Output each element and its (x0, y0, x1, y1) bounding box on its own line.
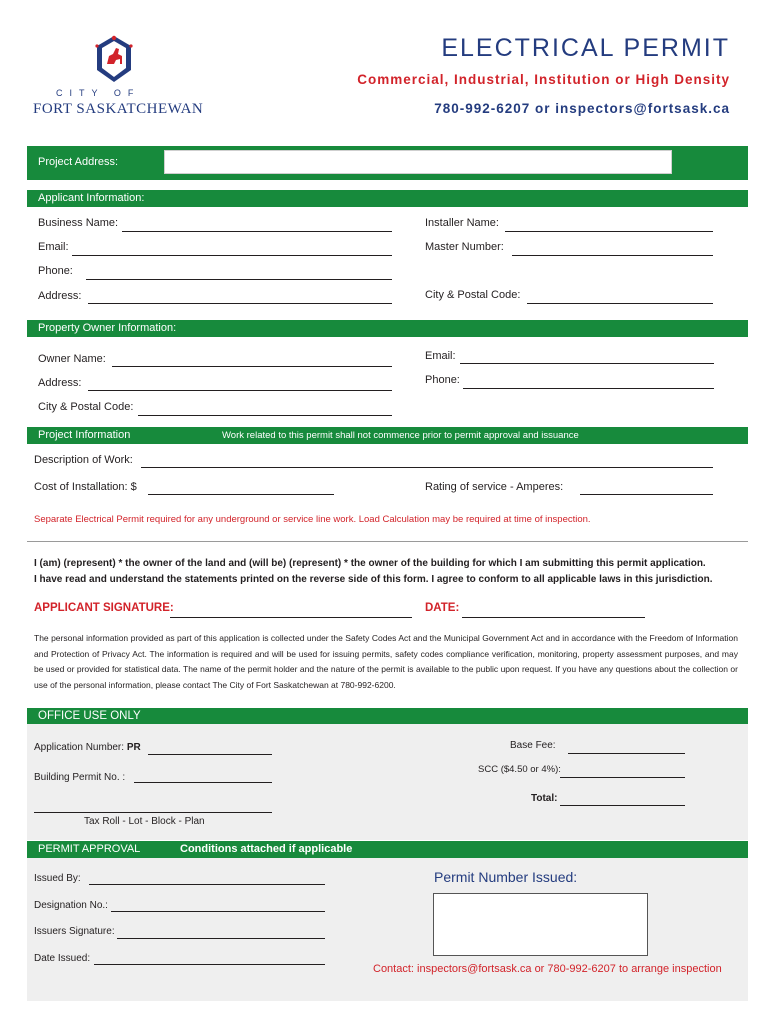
header-contact: 780-992-6207 or inspectors@fortsask.ca (434, 101, 730, 116)
inspection-contact: Contact: inspectors@fortsask.ca or 780-992-6207 to arrange inspection (373, 963, 722, 975)
applicant-info-heading: Applicant Information: (38, 192, 145, 204)
owner-phone-field[interactable] (463, 388, 714, 389)
owner-name-field[interactable] (112, 366, 392, 367)
applicant-address-field[interactable] (88, 303, 392, 304)
crest-icon (94, 34, 134, 84)
tax-roll-field[interactable] (34, 812, 272, 813)
owner-email-label: Email: (425, 350, 456, 362)
building-permit-label: Building Permit No. : (34, 772, 126, 783)
description-field[interactable] (141, 467, 713, 468)
applicant-address-label: Address: (38, 290, 82, 302)
owner-address-label: Address: (38, 377, 82, 389)
application-number-prefix: PR (126, 742, 141, 753)
owner-info-heading: Property Owner Information: (38, 322, 177, 334)
application-number-label (34, 742, 141, 753)
date-issued-label: Date Issued: (34, 953, 91, 964)
applicant-city-label: City & Postal Code: (425, 289, 521, 301)
applicant-city-field[interactable] (527, 303, 713, 304)
owner-name-label: Owner Name: (38, 353, 106, 365)
total-field[interactable] (560, 805, 685, 806)
installer-name-field[interactable] (505, 231, 713, 232)
application-number-field[interactable] (148, 754, 272, 755)
logo-city-name: FORT SASKATCHEWAN (33, 101, 204, 117)
project-info-heading: Project Information (38, 429, 131, 441)
declaration-line-2: I have read and understand the statements printed on the reverse side of this form. I agree to conform to all applicable laws in this jurisdiction. (34, 574, 713, 585)
permit-approval-heading: PERMIT APPROVAL (38, 843, 141, 855)
page-title: ELECTRICAL PERMIT (441, 34, 730, 62)
owner-city-field[interactable] (138, 415, 392, 416)
applicant-phone-field[interactable] (86, 279, 392, 280)
date-field[interactable] (462, 617, 645, 618)
project-address-input[interactable] (164, 150, 672, 174)
owner-address-field[interactable] (88, 390, 392, 391)
issued-by-label: Issued By: (34, 873, 81, 884)
rating-label: Rating of service - Amperes: (425, 481, 564, 493)
cost-label: Cost of Installation: $ (34, 481, 137, 493)
issued-by-field[interactable] (89, 884, 325, 885)
master-number-field[interactable] (512, 255, 713, 256)
base-fee-field[interactable] (568, 753, 685, 754)
business-name-field[interactable] (122, 231, 392, 232)
separate-permit-notice: Separate Electrical Permit required for any underground or service line work. Load Calculation may be required at time of inspection. (34, 514, 591, 525)
page-subtitle: Commercial, Industrial, Institution or High Density (357, 72, 730, 87)
applicant-signature-field[interactable] (170, 617, 412, 618)
issuers-signature-label: Issuers Signature: (34, 926, 115, 937)
project-info-header (27, 427, 748, 444)
owner-email-field[interactable] (460, 363, 714, 364)
rating-field[interactable] (580, 494, 713, 495)
project-address-label: Project Address: (38, 156, 119, 168)
permit-number-box[interactable] (433, 893, 648, 956)
privacy-statement: The personal information provided as part of this application is collected under the Safety Codes Act and the Municipal Government Act and in accordance with the Freedom of Information and Protection of Privacy Act. The information is required and will be used for issuing permits, safety codes compliance verification, monitoring, property assessment purposes, and may be used or provided for statistical data. The name of the permit holder and the nature of the permit is available to the public upon request. If you have any questions about the collection or use of the personal information, please contact The City of Fort Saskatchewan at 780-992-6200. (34, 633, 738, 690)
designation-label: Designation No.: (34, 900, 108, 911)
date-label: DATE: (425, 602, 460, 614)
installer-name-label: Installer Name: (425, 217, 499, 229)
applicant-signature-label: APPLICANT SIGNATURE: (34, 602, 174, 614)
building-permit-field[interactable] (134, 782, 272, 783)
date-issued-field[interactable] (94, 964, 325, 965)
office-use-heading: OFFICE USE ONLY (38, 710, 141, 722)
master-number-label: Master Number: (425, 241, 504, 253)
base-fee-label: Base Fee: (510, 740, 556, 751)
owner-info-header (27, 320, 748, 337)
scc-label: SCC ($4.50 or 4%): (478, 764, 561, 775)
owner-phone-label: Phone: (425, 374, 460, 386)
application-number-text: Application Number: (34, 742, 125, 753)
conditions-note: Conditions attached if applicable (180, 843, 353, 855)
applicant-info-header (27, 190, 748, 207)
description-label: Description of Work: (34, 454, 133, 466)
issuers-signature-field[interactable] (117, 938, 325, 939)
owner-city-label: City & Postal Code: (38, 401, 134, 413)
permit-approval-header (27, 841, 748, 858)
office-use-header (27, 708, 748, 725)
applicant-phone-label: Phone: (38, 265, 73, 277)
scc-field[interactable] (560, 777, 685, 778)
applicant-email-label: Email: (38, 241, 69, 253)
cost-field[interactable] (148, 494, 334, 495)
tax-roll-label: Tax Roll - Lot - Block - Plan (84, 816, 205, 827)
business-name-label: Business Name: (38, 217, 119, 229)
divider (27, 541, 748, 542)
declaration-line-1: I (am) (represent) * the owner of the land and (will be) (represent) * the owner of the building for which I am submitting this permit application. (34, 558, 706, 569)
permit-number-issued-label: Permit Number Issued: (434, 869, 578, 885)
designation-field[interactable] (111, 911, 325, 912)
applicant-email-field[interactable] (72, 255, 392, 256)
project-info-notice: Work related to this permit shall not commence prior to permit approval and issuance (222, 430, 579, 441)
logo-city-text: CITY OF (56, 88, 141, 98)
total-label: Total: (531, 793, 558, 804)
